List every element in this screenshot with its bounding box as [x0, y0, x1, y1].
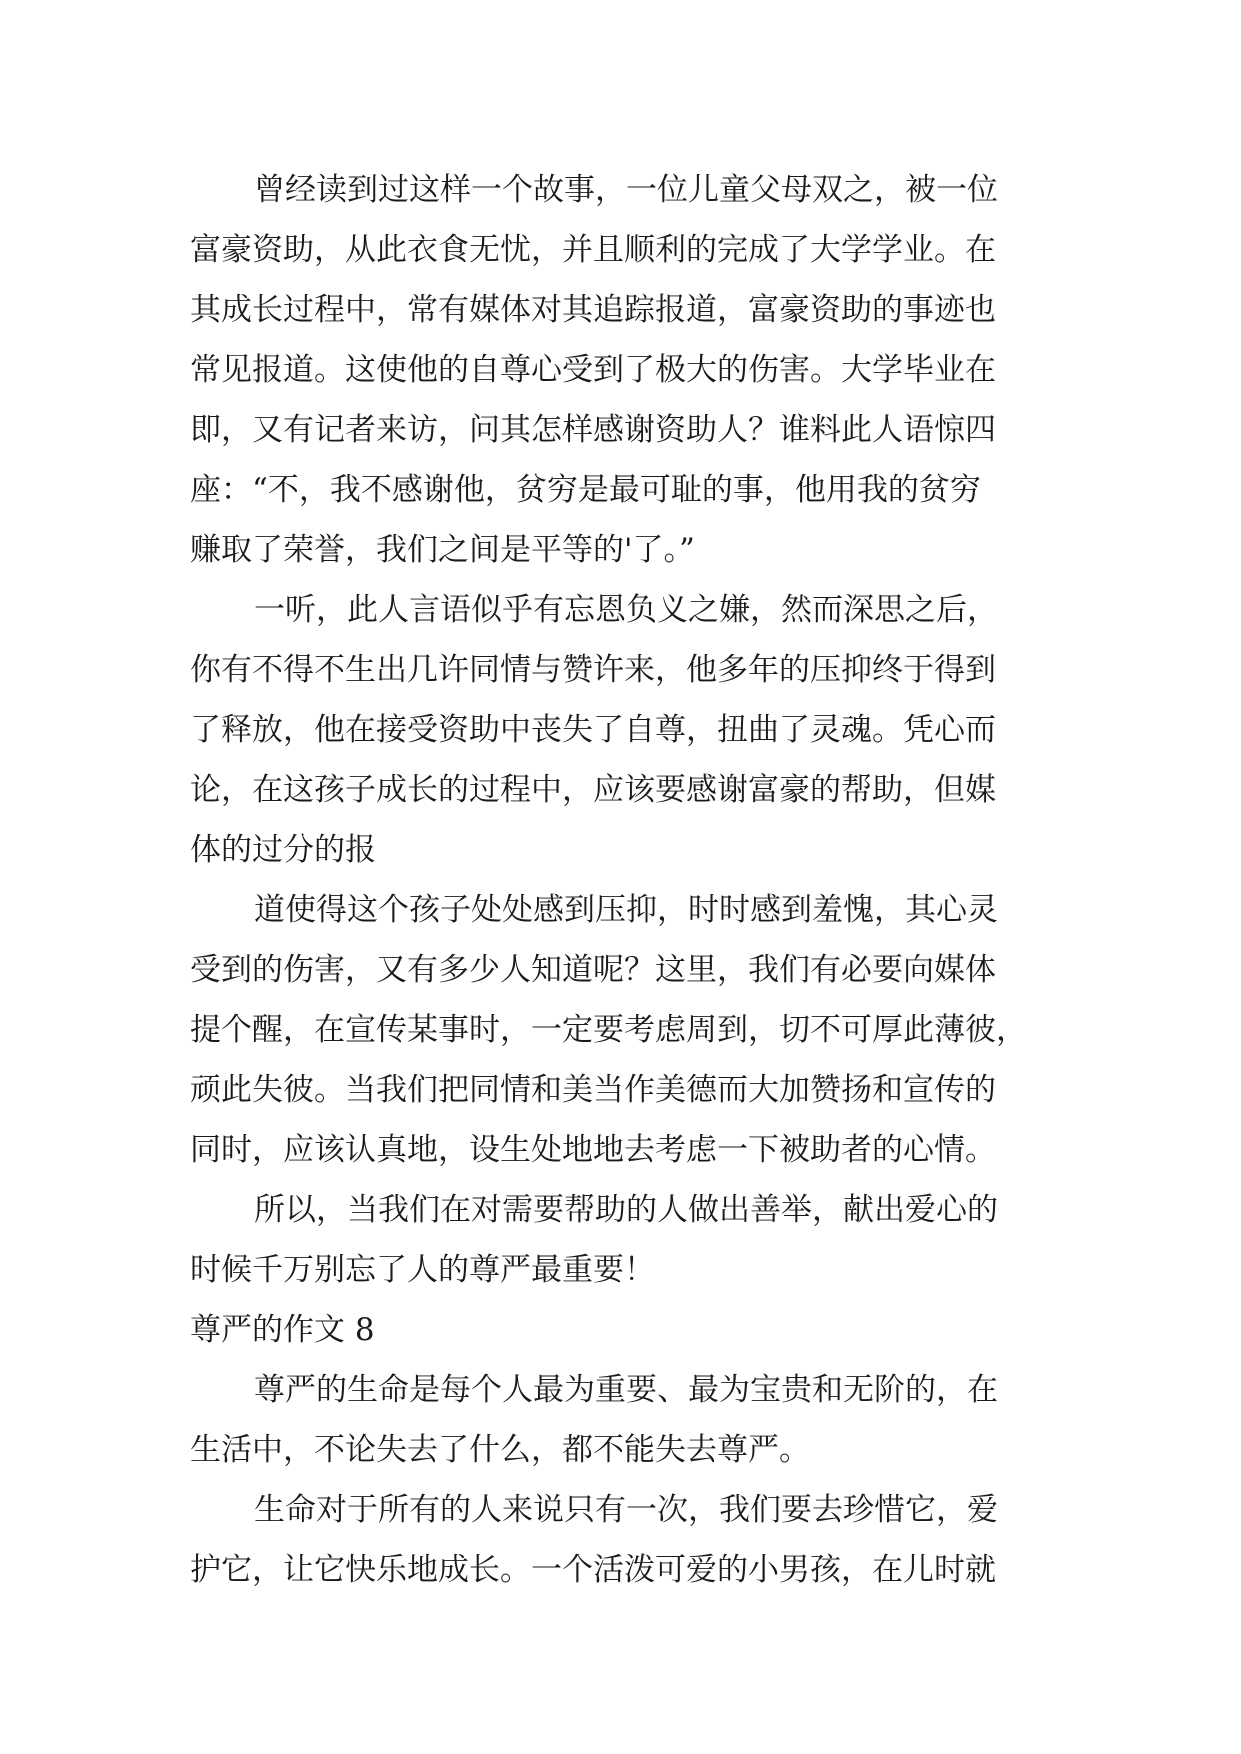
- text-line: 常见报道。这使他的自尊心受到了极大的伤害。大学毕业在: [190, 352, 996, 388]
- text-line: 即，又有记者来访，问其怎样感谢资助人？谁料此人语惊四: [190, 412, 996, 448]
- text-line: 一听，此人言语似乎有忘恩负义之嫌，然而深思之后，: [254, 592, 998, 628]
- paragraph-6: [190, 1480, 1070, 1600]
- text-line: 曾经读到过这样一个故事，一位儿童父母双之，被一位: [254, 172, 998, 208]
- text-line: 时候千万别忘了人的尊严最重要！: [190, 1252, 655, 1288]
- text-line: 同时，应该认真地，设生处地地去考虑一下被助者的心情。: [190, 1132, 996, 1168]
- text-line: 提个醒，在宣传某事时，一定要考虑周到，切不可厚此薄彼，: [190, 1012, 1027, 1048]
- paragraph-3: [190, 880, 1070, 1180]
- paragraph-1: [190, 160, 1070, 580]
- text-line: 赚取了荣誉，我们之间是平等的'了。”: [190, 532, 695, 568]
- paragraph-4: [190, 1180, 1070, 1300]
- text-line: 道使得这个孩子处处感到压抑，时时感到羞愧，其心灵: [254, 892, 998, 928]
- text-line: 富豪资助，从此衣食无忧，并且顺利的完成了大学学业。在: [190, 232, 996, 268]
- text-line: 所以，当我们在对需要帮助的人做出善举，献出爱心的: [254, 1192, 998, 1228]
- paragraph-5: [190, 1360, 1070, 1480]
- text-line: 尊严的生命是每个人最为重要、最为宝贵和无阶的，在: [254, 1372, 998, 1408]
- text-line: 你有不得不生出几许同情与赞许来，他多年的压抑终于得到: [190, 652, 996, 688]
- section-title: 尊严的作文 8: [190, 1312, 375, 1348]
- text-line: 护它，让它快乐地成长。一个活泼可爱的小男孩，在儿时就: [190, 1552, 996, 1588]
- text-line: 生命对于所有的人来说只有一次，我们要去珍惜它，爱: [254, 1492, 998, 1528]
- document-body: [190, 160, 1070, 1600]
- text-line: 了释放，他在接受资助中丧失了自尊，扭曲了灵魂。凭心而: [190, 712, 996, 748]
- text-line: 论，在这孩子成长的过程中，应该要感谢富豪的帮助，但媒: [190, 772, 996, 808]
- text-line: 受到的伤害，又有多少人知道呢？这里，我们有必要向媒体: [190, 952, 996, 988]
- text-line: 其成长过程中，常有媒体对其追踪报道，富豪资助的事迹也: [190, 292, 996, 328]
- paragraph-2: [190, 580, 1070, 880]
- text-line: 顽此失彼。当我们把同情和美当作美德而大加赞扬和宣传的: [190, 1072, 996, 1108]
- text-line: 体的过分的报: [190, 832, 376, 868]
- text-line: 座：“不，我不感谢他，贫穷是最可耻的事，他用我的贫穷: [190, 472, 981, 508]
- text-line: 生活中，不论失去了什么，都不能失去尊严。: [190, 1432, 810, 1468]
